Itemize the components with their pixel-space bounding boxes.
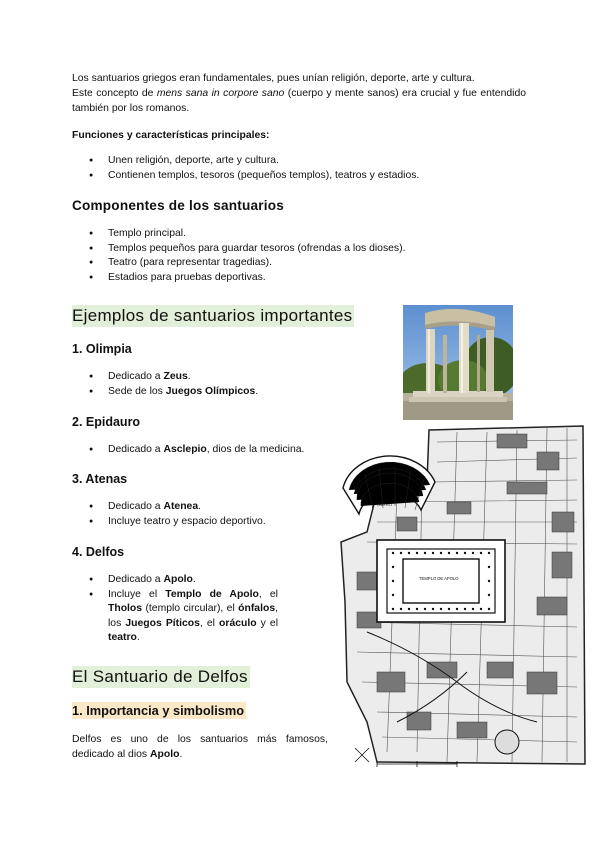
olimpia-heading: 1. Olimpia	[72, 342, 132, 356]
text: .	[255, 385, 259, 397]
latin-phrase: mens sana in corpore sano	[156, 88, 285, 99]
text: Sede de los	[108, 385, 166, 397]
bold-text: Apolo	[163, 574, 193, 585]
epidauro-heading: 2. Epidauro	[72, 415, 141, 429]
text: .	[136, 632, 140, 644]
text: Dedicado a	[108, 444, 164, 455]
text: .	[187, 371, 191, 382]
atenas-heading: 3. Atenas	[72, 472, 128, 486]
list-item	[72, 385, 258, 400]
bold-text: Juegos Píticos	[125, 617, 200, 629]
text: Delfos es uno de los santuarios más famosos, dedicado al dios	[72, 734, 328, 760]
bold-text: Asclepio	[163, 444, 207, 455]
list-item: ● Templo principal.	[72, 227, 405, 242]
text: .	[179, 749, 183, 760]
list-item: ● Unen religión, deporte, arte y cultura.	[72, 154, 419, 169]
list-item	[72, 573, 278, 588]
text: Dedicado a	[108, 501, 164, 512]
funciones-heading: Funciones y características principales:	[72, 130, 270, 141]
intro-paragraph	[72, 71, 526, 116]
intro-text-end: (cuerpo y mente sanos) era crucial y fue entendido también por los romanos.	[72, 88, 527, 114]
bold-text: Atenea	[163, 501, 199, 512]
theatre-label: TEATRO	[376, 502, 392, 507]
text: , el	[199, 617, 220, 629]
text: , los	[108, 603, 278, 629]
list-item	[72, 443, 304, 458]
bold-text: teatro	[108, 632, 137, 644]
text: , dios de la medicina.	[206, 444, 305, 455]
text: .	[198, 501, 202, 512]
list-item: ● Teatro (para representar tragedias).	[72, 256, 405, 271]
bold-text: Templo de Apolo	[165, 588, 259, 600]
list-item: ● Incluye teatro y espacio deportivo.	[72, 515, 266, 530]
ejemplos-heading: Ejemplos de santuarios importantes	[72, 306, 353, 325]
componentes-heading: Componentes de los santuarios	[72, 198, 285, 213]
list-item	[72, 500, 266, 515]
olimpia-list	[72, 370, 258, 399]
list-item	[72, 588, 278, 646]
list-item: ● Estadios para pruebas deportivas.	[72, 271, 405, 286]
text: , el	[258, 588, 278, 600]
list-item: ● Contienen templos, tesoros (pequeños templos), teatros y estadios.	[72, 169, 419, 184]
text: .	[192, 574, 196, 585]
text: Dedicado a	[108, 574, 164, 585]
importancia-heading: 1. Importancia y simbolismo	[72, 703, 245, 718]
delfos-paragraph	[72, 732, 328, 762]
list-item: ● Templos pequeños para guardar tesoros (ofrendas a los dioses).	[72, 242, 405, 257]
atenas-list	[72, 500, 266, 529]
bold-text: ónfalos	[238, 603, 276, 615]
temple-label: TEMPLO DE APOLO	[419, 576, 459, 581]
epidauro-list	[72, 443, 304, 458]
text: Dedicado a	[108, 371, 164, 382]
bold-text: Apolo	[150, 749, 180, 760]
intro-text: Este concepto de	[72, 88, 157, 99]
intro-line-1: Los santuarios griegos eran fundamentales, pues unían religión, deporte, arte y cultura.	[72, 73, 475, 84]
bold-text: oráculo	[219, 617, 257, 629]
text: Incluye el	[108, 588, 166, 600]
delfos-plan-map	[337, 422, 589, 772]
bold-text: Tholos	[108, 603, 143, 615]
tholos-photo	[403, 305, 513, 420]
delfos-heading: 4. Delfos	[72, 545, 125, 559]
delfos-list	[72, 573, 278, 646]
bold-text: Zeus	[163, 371, 188, 382]
santuario-delfos-heading: El Santuario de Delfos	[72, 667, 248, 686]
text: (templo circular), el	[142, 603, 239, 615]
funciones-list	[72, 154, 419, 183]
componentes-list	[72, 227, 405, 285]
list-item	[72, 370, 258, 385]
bold-text: Juegos Olímpicos	[165, 385, 256, 397]
text: y el	[256, 617, 279, 629]
